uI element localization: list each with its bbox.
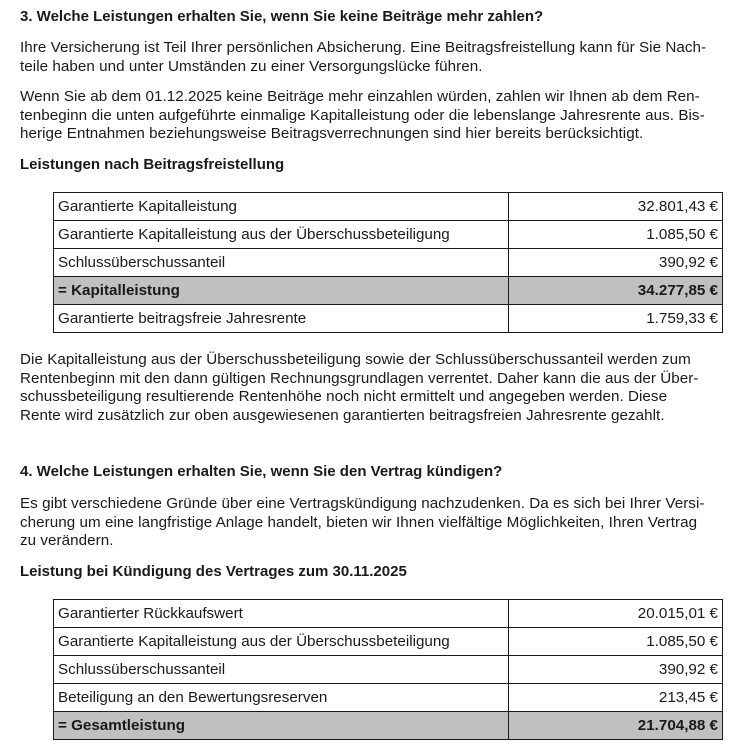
table-row — [54, 305, 723, 333]
table-row — [54, 628, 723, 656]
row-label: Schlussüberschussanteil — [54, 656, 509, 684]
row-value: 20.015,01 € — [509, 600, 723, 628]
text-line: Ihre Versicherung ist Teil Ihrer persönlichen Absicherung. Eine Beitragsfreistellung kann für Sie Nach- — [20, 39, 707, 56]
benefits-after-premium-stop-table — [53, 192, 723, 333]
text-line: herige Entnahmen beziehungsweise Beitragsverrechnungen sind hier bereits berücksichtigt. — [20, 125, 644, 142]
row-value: 1.085,50 € — [509, 221, 723, 249]
row-value: 390,92 € — [509, 249, 723, 277]
row-value: 390,92 € — [509, 656, 723, 684]
text-line: teile haben und unter Umständen zu einer Versorgungslücke führen. — [20, 57, 483, 75]
section-3-intro-paragraph — [20, 39, 745, 76]
row-label: = Gesamtleistung — [54, 712, 509, 740]
text-line: tenbeginn die unten aufgeführte einmalige Kapitalleistung oder die lebenslange Jahresrente aus. Bis- — [20, 106, 705, 124]
table-row — [54, 193, 723, 221]
row-value: 21.704,88 € — [509, 712, 723, 740]
row-label: Garantierte Kapitalleistung aus der Überschussbeteiligung — [54, 221, 509, 249]
row-label: Beteiligung an den Bewertungsreserven — [54, 684, 509, 712]
text-line: Es gibt verschiedene Gründe über eine Vertragskündigung nachzudenken. Da es sich bei Ihrer Versi- — [20, 495, 705, 512]
row-label: Schlussüberschussanteil — [54, 249, 509, 277]
section-4-intro-paragraph — [20, 495, 745, 551]
row-label: Garantierte Kapitalleistung — [54, 193, 509, 221]
section-3-premium-stop-paragraph — [20, 88, 745, 144]
section-4-heading: 4. Welche Leistungen erhalten Sie, wenn Sie den Vertrag kündigen? — [20, 463, 503, 480]
row-value: 1.085,50 € — [509, 628, 723, 656]
text-line: Wenn Sie ab dem 01.12.2025 keine Beiträge mehr einzahlen würden, zahlen wir Ihnen ab dem Ren- — [20, 88, 700, 105]
table-row — [54, 684, 723, 712]
section-3-annuitization-paragraph — [20, 351, 745, 425]
table-row-total — [54, 712, 723, 740]
text-line: Die Kapitalleistung aus der Überschussbeteiligung sowie der Schlussüberschussanteil werden zum — [20, 351, 691, 368]
section-3-heading: 3. Welche Leistungen erhalten Sie, wenn Sie keine Beiträge mehr zahlen? — [20, 8, 544, 25]
row-label: = Kapitalleistung — [54, 277, 509, 305]
table-row — [54, 221, 723, 249]
section-4-subheading: Leistung bei Kündigung des Vertrages zum 30.11.2025 — [20, 563, 407, 580]
row-label: Garantierte beitragsfreie Jahresrente — [54, 305, 509, 333]
row-value: 213,45 € — [509, 684, 723, 712]
section-3-subheading: Leistungen nach Beitragsfreistellung — [20, 156, 285, 173]
row-value: 1.759,33 € — [509, 305, 723, 333]
text-line: zu verändern. — [20, 532, 114, 549]
text-line: schussbeteiligung resultierende Rentenhöhe noch nicht ermittelt und angegeben werden. Diese — [20, 388, 668, 405]
table-row — [54, 249, 723, 277]
row-value: 34.277,85 € — [509, 277, 723, 305]
row-value: 32.801,43 € — [509, 193, 723, 221]
text-line: Rente wird zusätzlich zur oben ausgewiesenen garantierten beitragsfreien Jahresrente gezahlt. — [20, 406, 665, 424]
row-label: Garantierte Kapitalleistung aus der Überschussbeteiligung — [54, 628, 509, 656]
table-row — [54, 656, 723, 684]
text-line: Rentenbeginn mit den dann gültigen Rechnungsgrundlagen verrentet. Daher kann die aus der Über- — [20, 369, 699, 387]
surrender-benefits-table — [53, 599, 723, 740]
text-line: cherung um eine langfristige Anlage handelt, bieten wir Ihnen vielfältige Möglichkeiten, Ihren Vertrag — [20, 513, 698, 531]
row-label: Garantierter Rückkaufswert — [54, 600, 509, 628]
table-row-total — [54, 277, 723, 305]
table-row — [54, 600, 723, 628]
